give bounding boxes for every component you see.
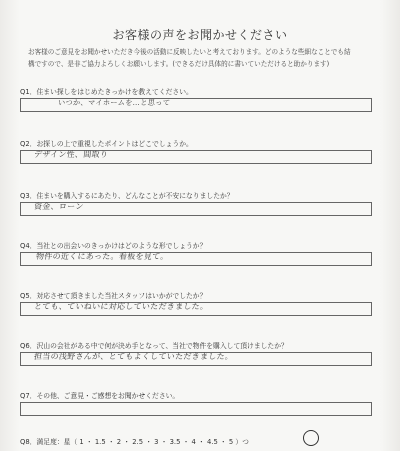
handwritten-answer: 資金、ローン: [33, 202, 85, 211]
question-label: Q3．住まいを購入するにあたり、どんなことが不安になりましたか？: [20, 192, 234, 200]
question-label: Q4．当社との出会いのきっかけはどのような形でしょうか？: [20, 242, 207, 250]
handwritten-answer: とても、ていねいに対応していただきました。: [33, 302, 209, 311]
satisfaction-rating: Q8．満足度：星（ 1 ・ 1.5 ・ 2 ・ 2.5 ・ 3 ・ 3.5 ・ 4 ・ 4.5 ・ 5 ）つ: [20, 438, 249, 446]
question-label: Q5．対応させて頂きました当社スタッフはいかがでしたか？: [20, 292, 207, 300]
page-title: お客様の声をお聞かせください: [112, 28, 288, 42]
intro-line: お客様のご意見をお聞かせいただき今後の活動に反映したいと考えております。どのような些細なことでも結: [28, 48, 351, 56]
handwritten-answer: デザイン性、間取り: [33, 150, 109, 159]
handwritten-answer: 担当の浅野さんが、とてもよくしていただきました。: [33, 352, 234, 361]
question-label: Q1．住まい探しをはじめたきっかけを教えてください。: [20, 88, 193, 96]
intro-line: 構ですので、是非ご協力よろしくお願いします。(できるだけ具体的に書いていただけると助かります): [28, 60, 330, 68]
question-label: Q6．沢山の会社がある中で何が決め手となって、当社で物件を購入して頂けましたか？: [20, 342, 288, 350]
intro-text: [28, 46, 378, 70]
question-label: Q7．その他、ご意見・ご感想をお聞かせください。: [20, 392, 180, 400]
handwritten-answer: いつか、マイホームを…と思って: [57, 98, 171, 107]
selected-rating-circle: [303, 430, 319, 446]
answer-box: [20, 402, 372, 416]
handwritten-answer: 物件の近くにあった。看板を見て。: [35, 252, 170, 261]
question-label: Q2．お探しの上で重視したポイントはどこでしょうか。: [20, 140, 193, 148]
